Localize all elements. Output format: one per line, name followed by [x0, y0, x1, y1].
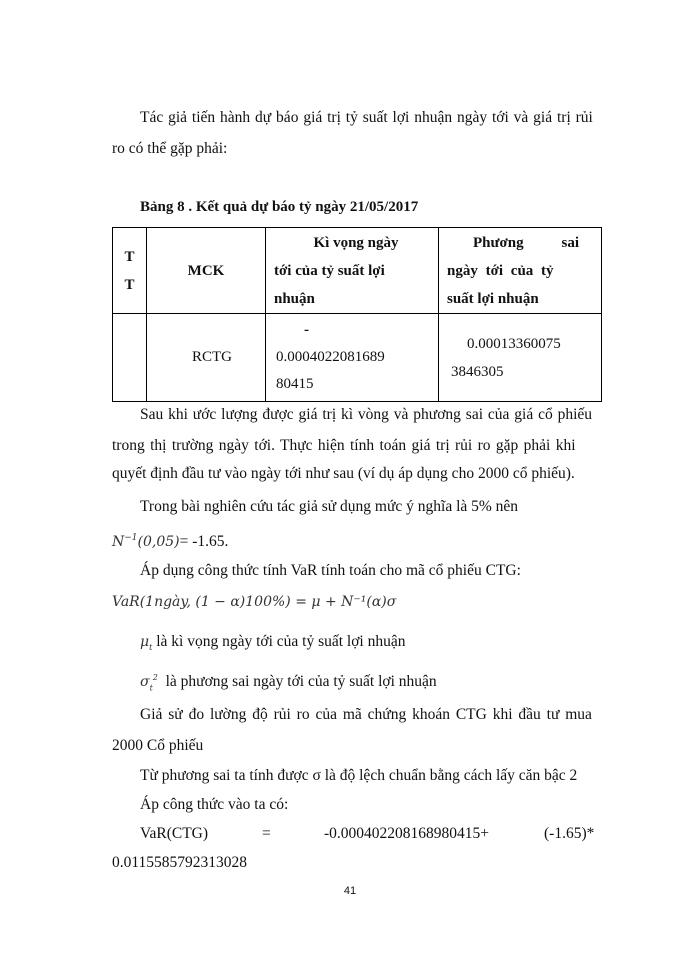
calc-term-2: (-1.65)* — [544, 825, 595, 842]
forecast-table — [112, 227, 602, 402]
intro-line-1: Tác giả tiến hành dự báo giá trị tỷ suất lợi nhuận ngày tới và giá trị rủi — [140, 109, 593, 126]
header-mck: MCK — [147, 228, 266, 314]
header-expected-return: Kì vọng ngày tới của tỷ suất lợi nhuận — [266, 228, 439, 314]
calc-term-3: 0.0115585792313028 — [112, 854, 248, 871]
page-number: 41 — [343, 885, 357, 897]
calc-term-1: -0.000402208168980415+ — [324, 825, 490, 842]
intro-line-2: ro có thể gặp phải: — [112, 140, 228, 157]
cell-expected-return: - 0.0004022081689 80415 — [266, 314, 439, 402]
header-tt: T T — [113, 228, 147, 314]
para-1-line-2: trong thị trường ngày tới. Thực hiện tính toán giá trị rủi ro gặp phải khi — [112, 437, 576, 454]
var-formula: VaR(1ngày, (1 − α)100%) = μ + N⁻¹(α)σ — [112, 594, 397, 610]
para-4-line-2: 2000 Cổ phiếu — [112, 737, 204, 754]
sigma-definition: $\sigma_t^2$ là phương sai ngày tới của tỷ suất lợi nhuận — [140, 673, 437, 693]
para-4-line-1: Giả sử đo lường độ rủi ro của mã chứng khoán CTG khi đầu tư mua — [140, 706, 592, 723]
header-variance: Phương sai ngày tới của tỷ suất lợi nhuận — [439, 228, 602, 314]
para-1-line-3: quyết định đầu tư vào ngày tới như sau (ví dụ áp dụng cho 2000 cổ phiếu). — [112, 465, 575, 482]
table-caption: Bảng 8 . Kết quả dự báo tỷ ngày 21/05/2017 — [140, 199, 419, 215]
cell-mck: RCTG — [147, 314, 266, 402]
para-2: Trong bài nghiên cứu tác giả sử dụng mức ý nghĩa là 5% nên — [140, 498, 519, 515]
para-3: Áp dụng công thức tính VaR tính toán cho mã cổ phiếu CTG: — [140, 562, 521, 579]
calc-equals: = — [262, 825, 271, 842]
para-1-line-1: Sau khi ước lượng được giá trị kì vòng và phương sai của giá cổ phiếu — [140, 406, 593, 423]
cell-variance: 0.00013360075 3846305 — [439, 314, 602, 402]
n-inverse-equation: $N^{-1}(0,05)= -1.65$. — [112, 533, 229, 551]
table-row — [113, 314, 602, 402]
para-6: Áp công thức vào ta có: — [140, 796, 289, 813]
calc-label: VaR(CTG) — [140, 825, 209, 842]
para-5: Từ phương sai ta tính được σ là độ lệch chuẩn bằng cách lấy căn bậc 2 — [140, 767, 578, 784]
cell-tt — [113, 314, 147, 402]
mu-definition: $\mu_t$ là kì vọng ngày tới của tỷ suất lợi nhuận — [140, 633, 406, 653]
